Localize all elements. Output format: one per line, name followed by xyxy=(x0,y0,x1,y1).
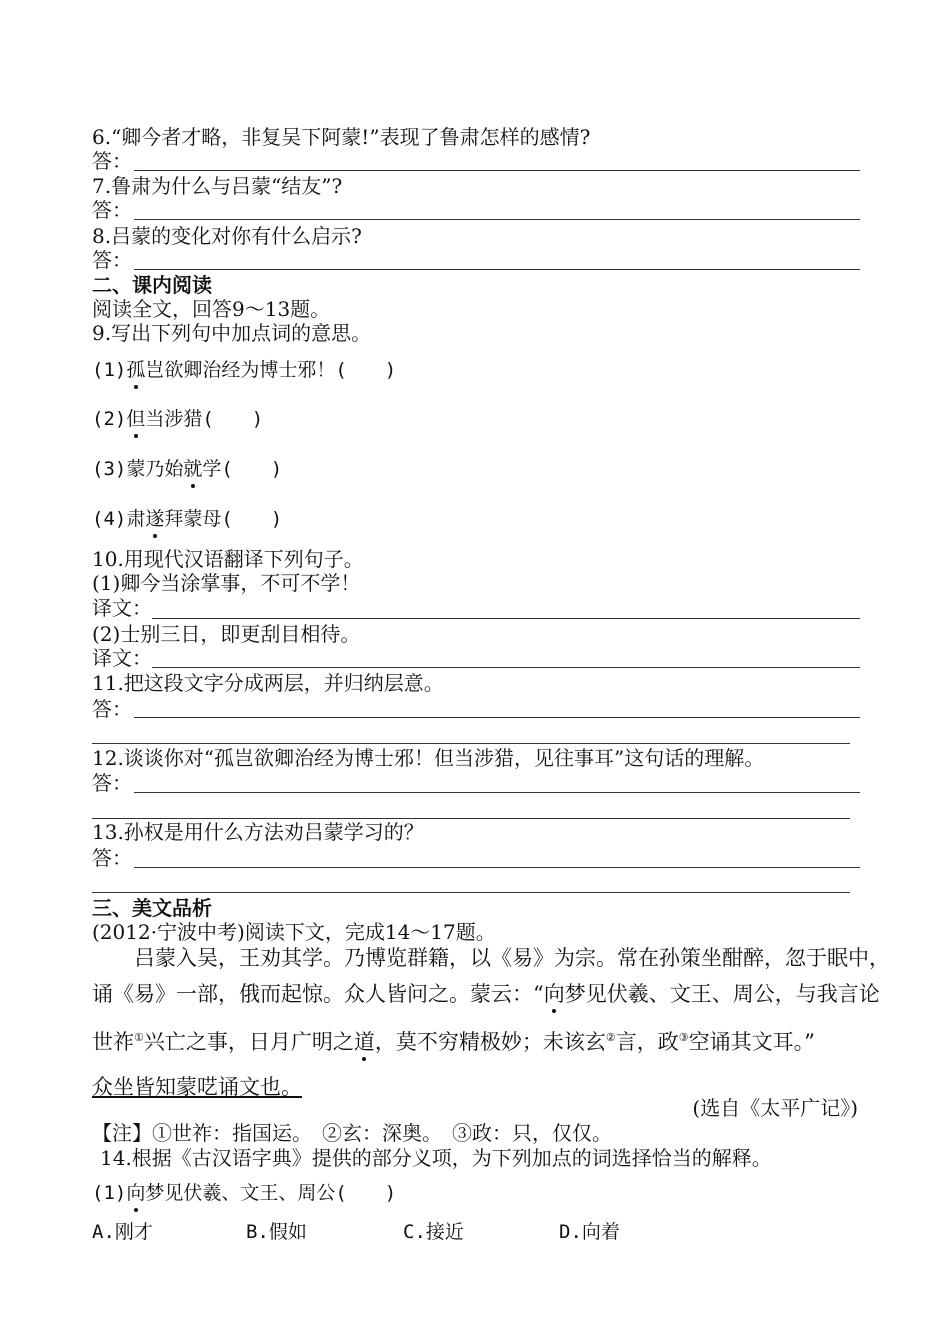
answer-label-11: 答： xyxy=(92,697,132,721)
option-b[interactable]: B.假如 xyxy=(246,1221,307,1243)
footnotes: 【注】①世祚：指国运。 ②玄：深奥。 ③政：只，仅仅。 xyxy=(92,1121,612,1145)
section-2-intro: 阅读全文，回答9～13题。 xyxy=(92,297,331,321)
answer-line-7[interactable] xyxy=(134,219,860,220)
source-citation: (选自《太平广记》) xyxy=(692,1096,858,1120)
q9-item-4: (4)肃遂拜蒙母( ) xyxy=(92,508,283,530)
answer-line-12a[interactable] xyxy=(134,792,860,793)
dotted-word: 孤 xyxy=(126,359,146,381)
question-7: 7.鲁肃为什么与吕蒙“结友”? xyxy=(92,174,343,198)
answer-line-8[interactable] xyxy=(134,269,860,270)
passage-line-2: 诵《易》一部，俄而起惊。众人皆问之。蒙云：“向梦见伏羲、文王、周公，与我言论 xyxy=(92,982,880,1006)
question-13: 13.孙权是用什么方法劝吕蒙学习的？ xyxy=(92,820,424,844)
question-10: 10.用现代汉语翻译下列句子。 xyxy=(92,547,364,571)
translate-line-1[interactable] xyxy=(152,618,860,619)
translate-label-2: 译文： xyxy=(92,646,152,670)
dotted-word: 遂 xyxy=(145,508,165,530)
answer-line-13b[interactable] xyxy=(92,892,850,893)
question-14: 14.根据《古汉语字典》提供的部分义项，为下列加点的词选择恰当的解释。 xyxy=(100,1146,772,1170)
answer-line-11a[interactable] xyxy=(134,717,860,718)
section-title-2: 二、课内阅读 xyxy=(92,273,212,297)
answer-line-6[interactable] xyxy=(134,170,860,171)
section-title-3: 三、美文品析 xyxy=(92,896,212,920)
passage-line-4: 众坐皆知蒙呓诵文也。 xyxy=(92,1075,302,1099)
answer-line-11b[interactable] xyxy=(92,743,850,744)
dotted-word: 但 xyxy=(126,408,146,430)
passage-line-3: 世祚①兴亡之事，日月广明之道，莫不穷精极妙；未该玄②言，政③空诵其文耳。” xyxy=(92,1030,815,1054)
question-12: 12.谈谈你对“孤岂欲卿治经为博士邪！但当涉猎，见往事耳”这句话的理解。 xyxy=(92,746,765,770)
answer-label-12: 答： xyxy=(92,771,132,795)
question-11: 11.把这段文字分成两层，并归纳层意。 xyxy=(92,671,444,695)
answer-line-13a[interactable] xyxy=(134,867,860,868)
dotted-word: 道 xyxy=(353,1030,375,1054)
q9-item-3: (3)蒙乃始就学( ) xyxy=(92,458,283,480)
answer-label-7: 答： xyxy=(92,198,132,222)
dotted-word: 向 xyxy=(543,982,565,1006)
translate-line-2[interactable] xyxy=(152,667,860,668)
option-c[interactable]: C.接近 xyxy=(403,1221,464,1243)
q9-item-2: (2)但当涉猎( ) xyxy=(92,408,264,430)
translate-label-1: 译文： xyxy=(92,596,152,620)
option-a[interactable]: A.刚才 xyxy=(92,1221,153,1243)
question-9: 9.写出下列句中加点词的意思。 xyxy=(92,321,372,345)
q9-item-1: (1)孤岂欲卿治经为博士邪！( ) xyxy=(92,359,397,381)
section-3-intro: (2012·宁波中考)阅读下文，完成14～17题。 xyxy=(92,920,496,944)
answer-line-12b[interactable] xyxy=(92,818,850,819)
dotted-word: 向 xyxy=(126,1182,146,1204)
answer-label-13: 答： xyxy=(92,846,132,870)
answer-label-6: 答： xyxy=(92,149,132,173)
q14-item-1: (1)向梦见伏羲、文王、周公( ) xyxy=(92,1182,397,1204)
question-6: 6.“卿今者才略，非复吴下阿蒙!”表现了鲁肃怎样的感情? xyxy=(92,125,591,149)
option-d[interactable]: D.向着 xyxy=(559,1221,620,1243)
question-8: 8.吕蒙的变化对你有什么启示? xyxy=(92,224,362,248)
answer-label-8: 答： xyxy=(92,248,132,272)
dotted-word: 就 xyxy=(183,458,203,480)
q10-sentence-1: (1)卿今当涂掌事，不可不学！ xyxy=(92,571,361,595)
q10-sentence-2: (2)士别三日，即更刮目相待。 xyxy=(92,622,361,646)
passage-line-1: 吕蒙入吴，王劝其学。乃博览群籍，以《易》为宗。常在孙策坐酣醉，忽于眠中， xyxy=(92,946,890,970)
